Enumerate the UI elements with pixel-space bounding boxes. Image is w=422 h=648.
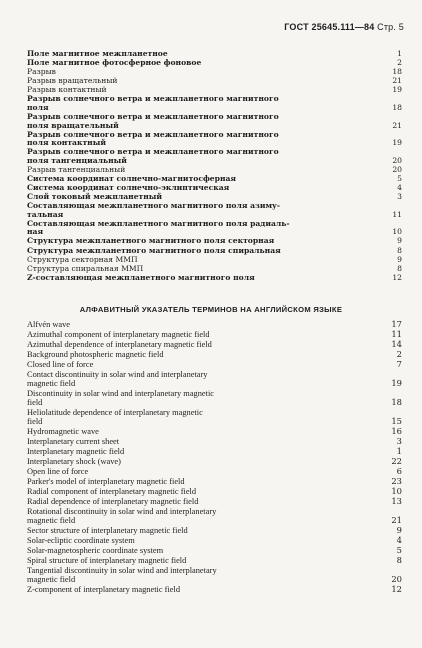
- index-term-number: 1: [396, 446, 402, 457]
- index-term-number: 6: [396, 466, 402, 477]
- index-term: Структура спиральная ММП: [27, 263, 144, 273]
- index-entry: [27, 566, 402, 584]
- index-term: Interplanetary current sheet: [27, 437, 120, 447]
- index-entry: [27, 330, 402, 339]
- index-entry: [27, 447, 402, 456]
- index-term: Rotational discontinuity in solar wind and interplanetary magnetic field: [27, 507, 217, 526]
- index-term: Разрыв тангенциальный: [27, 164, 126, 174]
- index-term: Разрыв солнечного ветра и межпланетного магнитного поля тангенциальный: [27, 147, 279, 165]
- index-term-number: 9: [397, 254, 402, 264]
- index-term-number: 21: [392, 76, 402, 86]
- index-entry: [27, 585, 402, 594]
- index-term-number: 7: [396, 358, 402, 369]
- index-term: Структура секторная ММП: [27, 254, 138, 264]
- index-term: Система координат солнечно-магнитосферная: [27, 173, 237, 183]
- index-entry: [27, 556, 402, 565]
- index-term: Разрыв солнечного ветра и межпланетного магнитного поля контактный: [27, 129, 279, 148]
- index-entry: [27, 95, 402, 112]
- index-term-number: 15: [391, 416, 402, 427]
- index-entry: [27, 202, 402, 219]
- english-term-index: [27, 320, 402, 595]
- index-term-number: 5: [397, 173, 402, 183]
- index-term-number: 2: [396, 348, 402, 359]
- index-term-number: 1: [397, 49, 402, 58]
- index-entry: [27, 256, 402, 265]
- index-entry: [27, 113, 402, 130]
- index-term-number: 18: [391, 397, 402, 408]
- index-term: Hydromagnetic wave: [27, 427, 99, 437]
- index-term-number: 11: [391, 328, 402, 339]
- index-entry: [27, 546, 402, 555]
- index-entry: [27, 526, 402, 535]
- index-term-number: 16: [391, 426, 402, 437]
- index-term: Структура межпланетного магнитного поля спиральная: [27, 245, 281, 255]
- index-term-number: 22: [391, 456, 402, 467]
- index-term-number: 8: [396, 555, 402, 566]
- index-term: Разрыв вращательный: [27, 76, 118, 86]
- index-term: Parker's model of interplanetary magnetic field: [27, 477, 185, 487]
- index-entry: [27, 350, 402, 359]
- index-term: Поле магнитное фотосферное фоновое: [27, 58, 202, 68]
- index-term-number: 12: [392, 272, 402, 282]
- index-term-number: 2: [397, 58, 402, 68]
- index-term-number: 18: [392, 67, 402, 77]
- index-term-number: 20: [391, 574, 402, 585]
- index-term: Разрыв солнечного ветра и межпланетного магнитного поля вращательный: [27, 112, 279, 130]
- index-term: Структура межпланетного магнитного поля секторная: [27, 236, 275, 246]
- index-term-number: 14: [391, 338, 402, 349]
- index-entry: [27, 148, 402, 165]
- index-term-number: 12: [391, 584, 402, 595]
- index-term-number: 9: [397, 236, 402, 246]
- index-term-number: 21: [392, 120, 402, 130]
- index-term-number: 13: [391, 496, 402, 507]
- index-entry: [27, 507, 402, 525]
- index-term: Radial dependence of interplanetary magnetic field: [27, 497, 199, 507]
- index-term: Alfvén wave: [27, 320, 71, 329]
- index-term: Разрыв: [27, 67, 56, 77]
- index-entry: [27, 131, 402, 148]
- index-term: Составляющая межпланетного магнитного поля радиаль- ная: [27, 218, 290, 237]
- index-term: Background photospheric magnetic field: [27, 349, 164, 359]
- index-term-number: 19: [392, 138, 402, 148]
- index-term-number: 3: [397, 192, 402, 202]
- index-entry: [27, 457, 402, 466]
- index-term: Azimuthal component of interplanetary magnetic field: [27, 329, 210, 339]
- index-entry: [27, 467, 402, 476]
- index-term: Z-component of interplanetary magnetic field: [27, 585, 181, 595]
- index-term-number: 11: [392, 209, 402, 219]
- index-term: Поле магнитное межпланетное: [27, 49, 168, 58]
- index-entry: [27, 437, 402, 446]
- index-entry: [27, 408, 402, 426]
- index-term: Solar-magnetospheric coordinate system: [27, 546, 164, 556]
- index-term: Sector structure of interplanetary magnetic field: [27, 526, 188, 536]
- index-term-number: 10: [391, 486, 402, 497]
- index-term-number: 8: [397, 245, 402, 255]
- index-entry: [27, 497, 402, 506]
- index-entry: [27, 59, 402, 68]
- index-entry: [27, 487, 402, 496]
- index-term-number: 20: [392, 164, 402, 174]
- index-term: Слой токовый межпланетный: [27, 192, 163, 202]
- index-term: Radial component of interplanetary magnetic field: [27, 487, 197, 497]
- index-term: Составляющая межпланетного магнитного поля азиму- тальная: [27, 201, 281, 219]
- index-term-number: 23: [391, 476, 402, 487]
- index-term: Разрыв солнечного ветра и межпланетного магнитного поля: [27, 94, 279, 112]
- index-term: Contact discontinuity in solar wind and interplanetary magnetic field: [27, 369, 208, 389]
- index-term-number: 20: [392, 155, 402, 165]
- index-term-number: 19: [391, 378, 402, 389]
- index-term-number: 19: [392, 85, 402, 95]
- index-term-number: 17: [391, 319, 402, 329]
- index-entry: [27, 427, 402, 436]
- index-term: Tangential discontinuity in solar wind and interplanetary magnetic field: [27, 566, 217, 585]
- index-term: Open line of force: [27, 467, 89, 477]
- index-entry: [27, 340, 402, 349]
- index-entry: [27, 237, 402, 246]
- english-index-title: АЛФАВИТНЫЙ УКАЗАТЕЛЬ ТЕРМИНОВ НА АНГЛИЙСКОМ ЯЗЫКЕ: [79, 305, 343, 314]
- standard-number: ГОСТ 25645.111—84: [284, 22, 375, 32]
- page-header: [284, 22, 404, 32]
- index-term: Interplanetary magnetic field: [27, 447, 125, 457]
- index-term: Closed line of force: [27, 359, 94, 369]
- index-entry: [27, 274, 402, 283]
- index-term-number: 4: [396, 535, 402, 546]
- index-term-number: 10: [392, 227, 402, 237]
- index-term-number: 9: [396, 525, 402, 536]
- index-term-number: 5: [396, 545, 402, 556]
- index-term: Azimuthal dependence of interplanetary magnetic field: [27, 339, 212, 349]
- index-entry: [27, 389, 402, 407]
- index-entry: [27, 360, 402, 369]
- index-term-number: 4: [397, 183, 402, 193]
- index-term-number: 3: [396, 436, 402, 447]
- index-term: Разрыв контактный: [27, 85, 107, 95]
- index-term-number: 21: [391, 515, 402, 526]
- index-term: Z-составляющая межпланетного магнитного поля: [27, 272, 255, 282]
- index-term: Interplanetary shock (wave): [27, 457, 121, 467]
- page-number: Стр. 5: [377, 22, 404, 32]
- index-term: Spiral structure of interplanetary magnetic field: [27, 556, 187, 566]
- index-entry: [27, 477, 402, 486]
- index-term-number: 8: [397, 263, 402, 273]
- russian-term-index: [27, 50, 402, 283]
- index-entry: [27, 370, 402, 388]
- index-term: Discontinuity in solar wind and interplanetary magnetic field: [27, 389, 214, 408]
- index-entry: [27, 247, 402, 256]
- index-entry: [27, 220, 402, 237]
- index-entry: [27, 320, 402, 329]
- index-term-number: 18: [392, 102, 402, 112]
- index-term: Heliolatitude dependence of interplanetary magnetic field: [27, 408, 203, 427]
- index-term: Solar-ecliptic coordinate system: [27, 536, 135, 546]
- index-term: Система координат солнечно-эклиптическая: [27, 183, 230, 193]
- index-entry: [27, 536, 402, 545]
- index-entry: [27, 265, 402, 274]
